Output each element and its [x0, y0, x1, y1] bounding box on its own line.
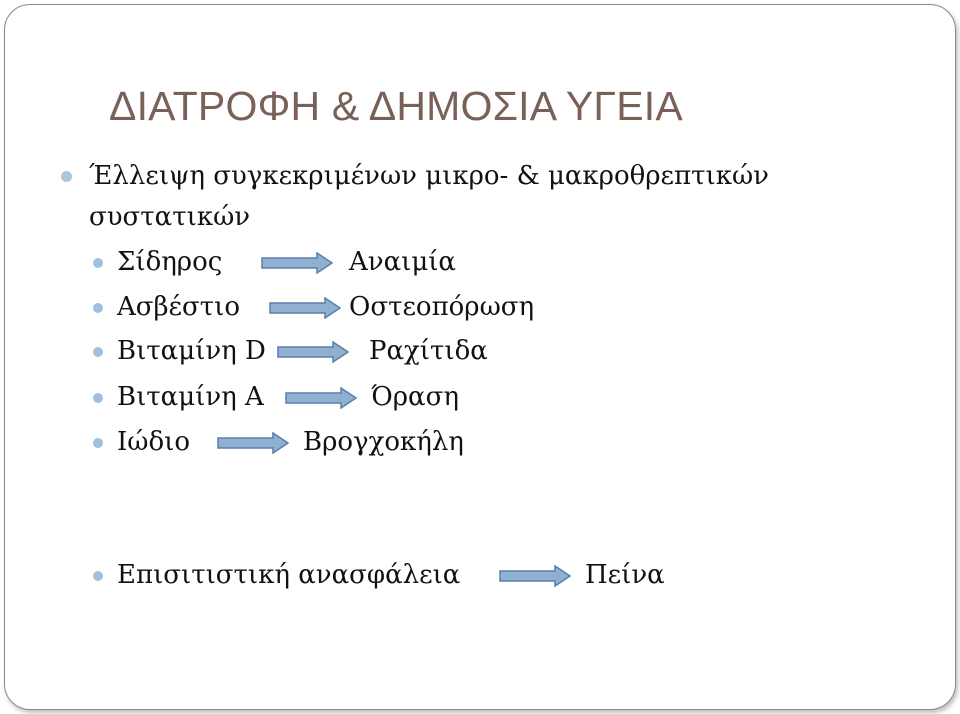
bullet-dot	[93, 303, 103, 313]
bullet-dot	[93, 571, 103, 581]
item-result: Ραχίτιδα	[369, 336, 488, 366]
list-item-food-insecurity	[5, 556, 955, 600]
bullet-dot	[93, 347, 103, 357]
item-label: Βιταμίνη D	[117, 336, 266, 366]
item-label: Ασβέστιο	[117, 292, 241, 322]
item-result: Αναιμία	[349, 247, 456, 277]
item-result: Όραση	[371, 382, 459, 412]
bullet-dot	[61, 171, 72, 182]
item-label: Σίδηρος	[117, 247, 223, 277]
arrow-right-icon	[277, 341, 349, 363]
item-label: Επισιτιστική ανασφάλεια	[117, 560, 461, 590]
bullet-dot	[93, 258, 103, 268]
arrow-right-icon	[285, 387, 357, 409]
bullet-dot	[93, 393, 103, 403]
item-result: Βρογχοκήλη	[303, 427, 464, 457]
arrow-right-icon	[217, 432, 289, 454]
list-item-iodine	[5, 423, 955, 467]
item-label: Βιταμίνη Α	[117, 382, 264, 412]
slide	[4, 4, 956, 710]
item-result: Οστεοπόρωση	[349, 292, 535, 322]
list-item-iron	[5, 243, 955, 287]
list-item-vitamin-a	[5, 378, 955, 422]
arrow-right-icon	[269, 297, 341, 319]
slide-title: ΔΙΑΤΡΟΦΗ & ΔΗΜΟΣΙΑ ΥΓΕΙΑ	[109, 83, 683, 129]
bullet-dot	[93, 438, 103, 448]
list-item-calcium	[5, 288, 955, 332]
main-bullet-text: Έλλειψη συγκεκριμένων μικρο- & μακροθρεπτικών συστατικών	[89, 161, 769, 232]
item-result: Πείνα	[585, 560, 665, 590]
arrow-right-icon	[261, 252, 333, 274]
item-label: Ιώδιο	[117, 427, 190, 457]
arrow-right-icon	[499, 565, 571, 587]
list-item-vitamin-d	[5, 332, 955, 376]
